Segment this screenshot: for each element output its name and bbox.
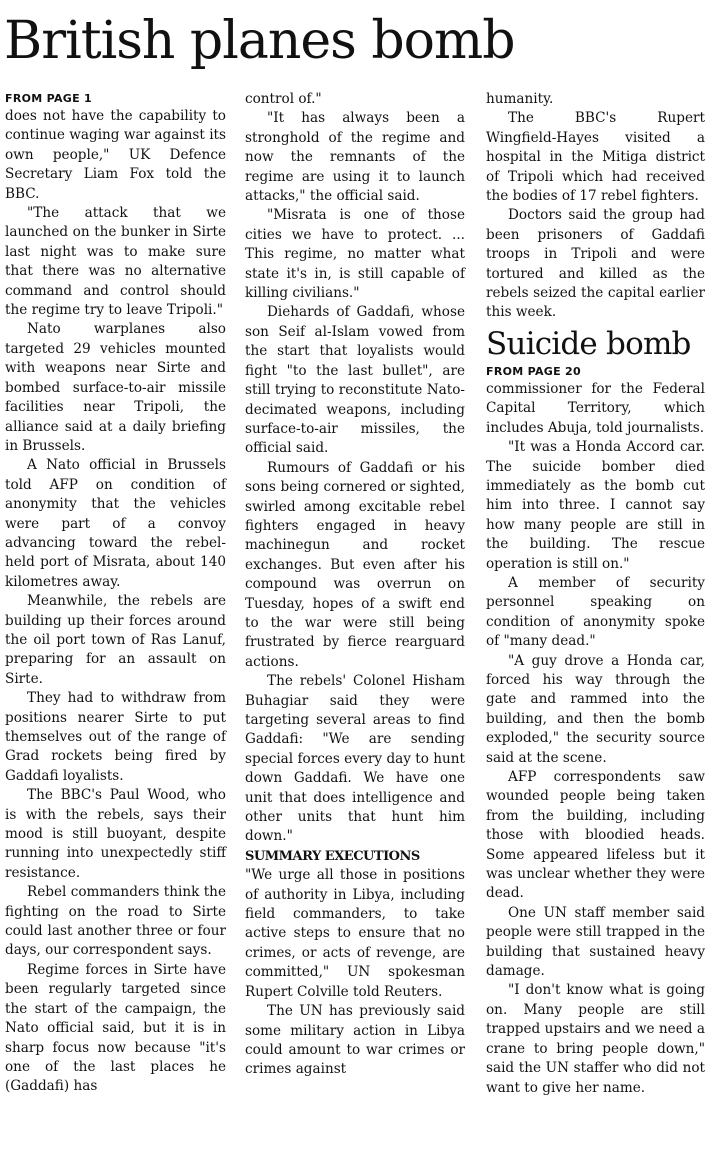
main-headline: British planes bomb [4,11,515,71]
paragraph: A member of security personnel speaking on condition of anonymity spoke of "many dead." [486,574,705,650]
paragraph: "We urge all those in positions of authority in Libya, including field commanders, to take active steps to ensure that no crimes, or acts of revenge, are committed," UN spokesman Rupert Colville told Reuters. [245,867,465,1000]
paragraph: One UN staff member said people were still trapped in the building that sustained heavy damage. [486,904,705,980]
paragraph: humanity. [486,91,554,107]
paragraph: They had to withdraw from positions nearer Sirte to put themselves out of the range of Grad rockets being fired by Gaddafi loyalists. [5,690,226,784]
continued-from-kicker-2: FROM PAGE 20 [486,364,581,378]
paragraph: The UN has previously said some military action in Libya could amount to war crimes or crimes against [245,1003,465,1078]
paragraph: A Nato official in Brussels told AFP on condition of anonymity that the vehicles were part of a convoy advancing toward the rebel-held port of Misrata, about 140 kilometres away. [5,457,226,590]
section-subhead: SUMMARY EXECUTIONS [245,848,420,864]
paragraph: "Misrata is one of those cities we have to protect. ... This regime, no matter what state it's in, is still capable of killing civilians." [245,207,465,302]
paragraph: "It was a Honda Accord car. The suicide bomber died immediately as the bomb cut him into three. I cannot say how many people are still in the building. The rescue operation is still on." [486,439,705,572]
second-headline: Suicide bomb [486,325,691,362]
article-column-3 [486,90,705,1098]
paragraph: The rebels' Colonel Hisham Buhagiar said they were targeting several areas to find Gaddafi: "We are sending special forces every day to hunt down Gaddafi. We have one unit that does intelligence and other units that hunt him down." [245,673,465,845]
paragraph: Rumours of Gaddafi or his sons being cornered or sighted, swirled among excitable rebel fighters engaged in heavy machinegun and rocket exchanges. But even after his compound was overrun on Tuesday, hopes of a swift end to the war were still being frustrated by fierce rearguard actions. [245,459,465,670]
paragraph: Doctors said the group had been prisoners of Gaddafi troops in Tripoli and were tortured and killed as the rebels seized the capital earlier this week. [486,207,705,321]
article-column-2 [245,90,465,1080]
paragraph: AFP correspondents saw wounded people being taken from the building, including those with bloodied heads. Some appeared lifeless but it was unclear whether they were dead. [486,769,705,902]
paragraph: "It has always been a stronghold of the regime and now the remnants of the regime are using it to launch attacks," the official said. [245,110,465,205]
continued-from-kicker: FROM PAGE 1 [5,92,93,105]
paragraph: commissioner for the Federal Capital Territory, which includes Abuja, told journalists. [486,380,705,436]
paragraph: The BBC's Rupert Wingfield-Hayes visited a hospital in the Mitiga district of Tripoli which had received the bodies of 17 rebel fighters. [486,110,705,205]
paragraph: "The attack that we launched on the bunker in Sirte last night was to make sure that there was no alternative command and control should the regime try to leave Tripoli." [5,205,226,319]
paragraph: Nato warplanes also targeted 29 vehicles mounted with weapons near Sirte and bombed surface-to-air missile facilities near Tripoli, the alliance said at a daily briefing in Brussels. [5,321,226,454]
paragraph: "I don't know what is going on. Many people are still trapped upstairs and we need a crane to bring people down," said the UN staffer who did not want to give her name. [486,982,705,1096]
paragraph: Rebel commanders think the fighting on the road to Sirte could last another three or four days, our correspondent says. [5,884,226,959]
paragraph: Meanwhile, the rebels are building up their forces around the oil port town of Ras Lanuf, preparing for an assault on Sirte. [5,593,226,687]
paragraph: The BBC's Paul Wood, who is with the rebels, says their mood is still buoyant, despite running into unexpectedly stiff resistance. [5,787,226,881]
paragraph: control of." [245,91,322,107]
article-column-1 [5,90,226,1097]
paragraph: Diehards of Gaddafi, whose son Seif al-Islam vowed from the start that loyalists would fight "to the last bullet", are still trying to reconstitute Nato-decimated weapons, including surface-to-air missiles, the official said. [245,304,465,457]
paragraph: does not have the capability to continue waging war against its own people," UK Defence Secretary Liam Fox told the BBC. [5,108,226,202]
paragraph: Regime forces in Sirte have been regularly targeted since the start of the campaign, the Nato official said, but it is in sharp focus now because "it's one of the last places he (Gaddafi) has [5,961,226,1095]
paragraph: "A guy drove a Honda car, forced his way through the gate and rammed into the building, and then the bomb exploded," the security source said at the scene. [486,652,705,766]
